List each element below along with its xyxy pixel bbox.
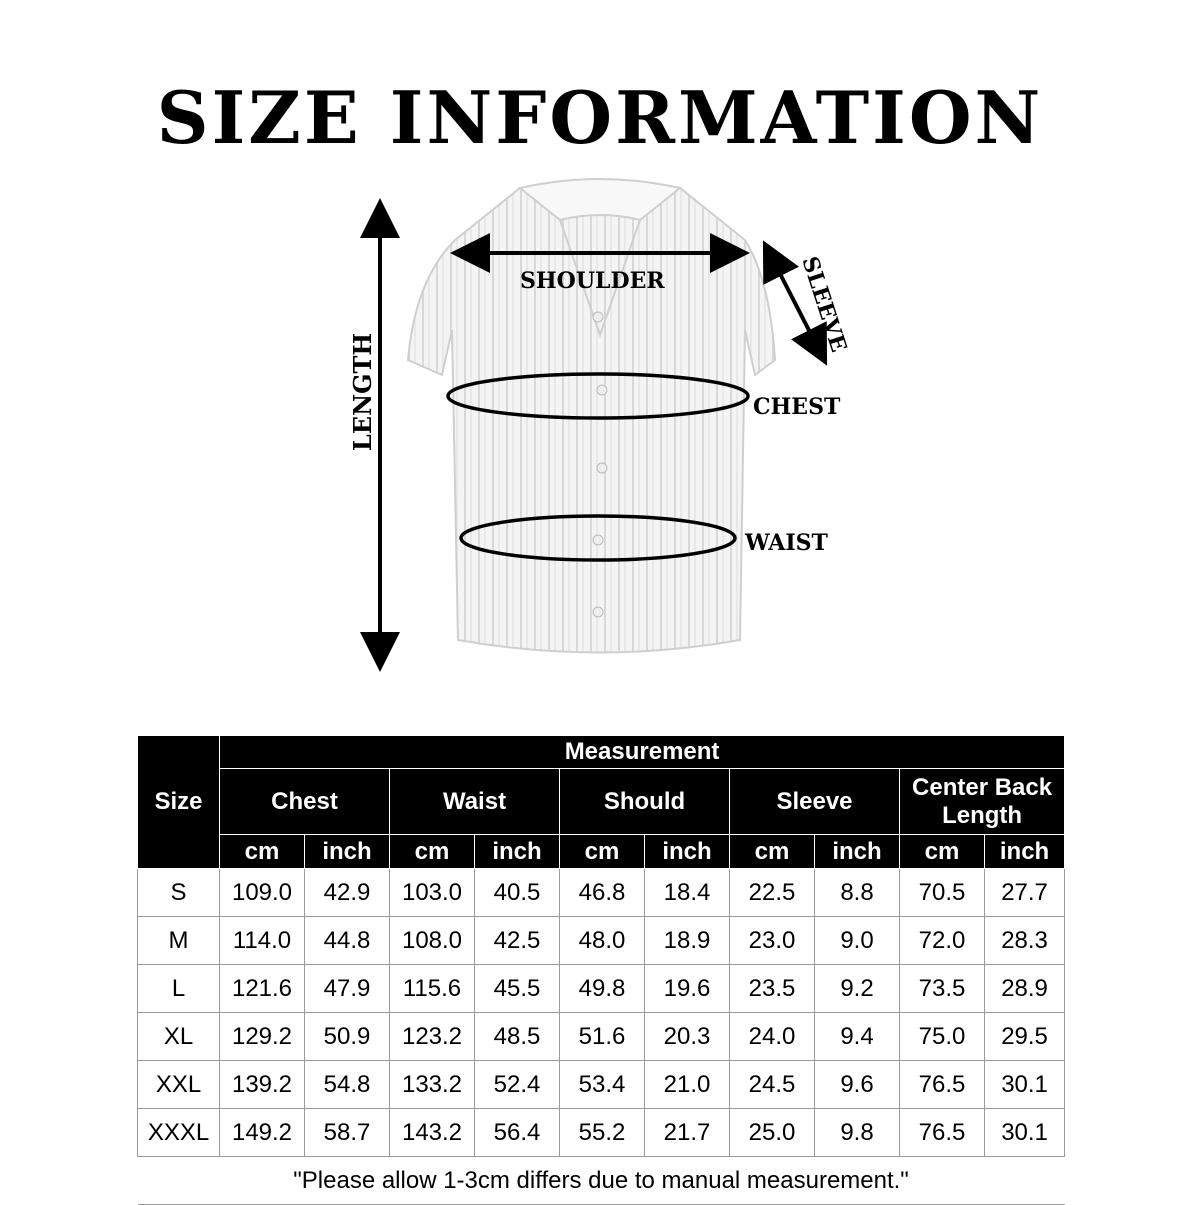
measurement-cell: 49.8 [560,965,645,1013]
table-row [138,869,1065,917]
unit-header: cm [390,835,475,869]
measurement-cell: 109.0 [220,869,305,917]
measurement-cell: 28.3 [985,917,1065,965]
measurement-cell: 40.5 [475,869,560,917]
measurement-cell: 133.2 [390,1061,475,1109]
measurement-cell: 45.5 [475,965,560,1013]
shoulder-label: SHOULDER [520,268,665,294]
measurement-cell: 52.4 [475,1061,560,1109]
unit-header: inch [305,835,390,869]
measurement-cell: 103.0 [390,869,475,917]
measurement-cell: 19.6 [645,965,730,1013]
shoulder-header: Should [560,769,730,835]
center-back-length-header: Center Back Length [900,769,1065,835]
measurement-cell: 115.6 [390,965,475,1013]
measurement-cell: 129.2 [220,1013,305,1061]
measurement-cell: 21.7 [645,1109,730,1157]
sleeve-header: Sleeve [730,769,900,835]
unit-header: inch [815,835,900,869]
measurement-cell: 9.4 [815,1013,900,1061]
measurement-cell: 46.8 [560,869,645,917]
measurement-cell: 70.5 [900,869,985,917]
measurement-cell: 21.0 [645,1061,730,1109]
measurement-cell: 27.7 [985,869,1065,917]
measurement-cell: 143.2 [390,1109,475,1157]
measurement-header: Measurement [220,736,1065,769]
measurement-cell: 28.9 [985,965,1065,1013]
table-row [138,1013,1065,1061]
measurement-cell: 108.0 [390,917,475,965]
size-cell: M [138,917,220,965]
unit-header: cm [730,835,815,869]
measurement-cell: 29.5 [985,1013,1065,1061]
measurement-cell: 54.8 [305,1061,390,1109]
waist-header: Waist [390,769,560,835]
length-label: LENGTH [348,332,377,452]
size-table [137,735,1065,1205]
measurement-cell: 56.4 [475,1109,560,1157]
measurement-cell: 9.0 [815,917,900,965]
table-row [138,1109,1065,1157]
measurement-cell: 114.0 [220,917,305,965]
measurement-cell: 9.8 [815,1109,900,1157]
chest-header: Chest [220,769,390,835]
measurement-cell: 73.5 [900,965,985,1013]
unit-header: inch [475,835,560,869]
measurement-cell: 22.5 [730,869,815,917]
measurement-cell: 9.2 [815,965,900,1013]
unit-header: inch [985,835,1065,869]
measurement-cell: 30.1 [985,1109,1065,1157]
sleeve-label: SLEEVE [796,253,852,356]
measurement-cell: 51.6 [560,1013,645,1061]
measurement-cell: 44.8 [305,917,390,965]
size-cell: L [138,965,220,1013]
measurement-cell: 25.0 [730,1109,815,1157]
size-cell: XXL [138,1061,220,1109]
measurement-cell: 24.5 [730,1061,815,1109]
size-cell: XXXL [138,1109,220,1157]
chest-label: CHEST [753,394,841,420]
measurement-cell: 58.7 [305,1109,390,1157]
measurement-cell: 123.2 [390,1013,475,1061]
measurement-cell: 18.4 [645,869,730,917]
measurement-cell: 47.9 [305,965,390,1013]
measurement-cell: 76.5 [900,1109,985,1157]
size-cell: XL [138,1013,220,1061]
note-row [138,1157,1065,1205]
measurement-cell: 20.3 [645,1013,730,1061]
measurement-cell: 121.6 [220,965,305,1013]
measurement-cell: 8.8 [815,869,900,917]
measurement-cell: 48.5 [475,1013,560,1061]
measurement-cell: 9.6 [815,1061,900,1109]
measurement-cell: 42.5 [475,917,560,965]
measurement-note: "Please allow 1-3cm differs due to manual measurement." [138,1157,1065,1205]
measurement-cell: 139.2 [220,1061,305,1109]
measurement-cell: 76.5 [900,1061,985,1109]
size-cell: S [138,869,220,917]
table-row [138,1061,1065,1109]
size-header: Size [138,736,220,869]
measurement-cell: 149.2 [220,1109,305,1157]
page-title: SIZE INFORMATION [156,75,1044,160]
measurement-cell: 50.9 [305,1013,390,1061]
unit-header: cm [220,835,305,869]
measurement-cell: 42.9 [305,869,390,917]
measurement-cell: 30.1 [985,1061,1065,1109]
unit-header: cm [560,835,645,869]
measurement-cell: 23.0 [730,917,815,965]
measurement-cell: 23.5 [730,965,815,1013]
unit-header: cm [900,835,985,869]
shirt-diagram [0,160,1200,700]
table-row [138,965,1065,1013]
measurement-cell: 75.0 [900,1013,985,1061]
unit-header: inch [645,835,730,869]
waist-label: WAIST [745,530,828,556]
measurement-cell: 55.2 [560,1109,645,1157]
shirt-illustration [0,160,1200,700]
measurement-cell: 53.4 [560,1061,645,1109]
measurement-cell: 48.0 [560,917,645,965]
table-row [138,917,1065,965]
measurement-cell: 18.9 [645,917,730,965]
measurement-cell: 72.0 [900,917,985,965]
measurement-cell: 24.0 [730,1013,815,1061]
